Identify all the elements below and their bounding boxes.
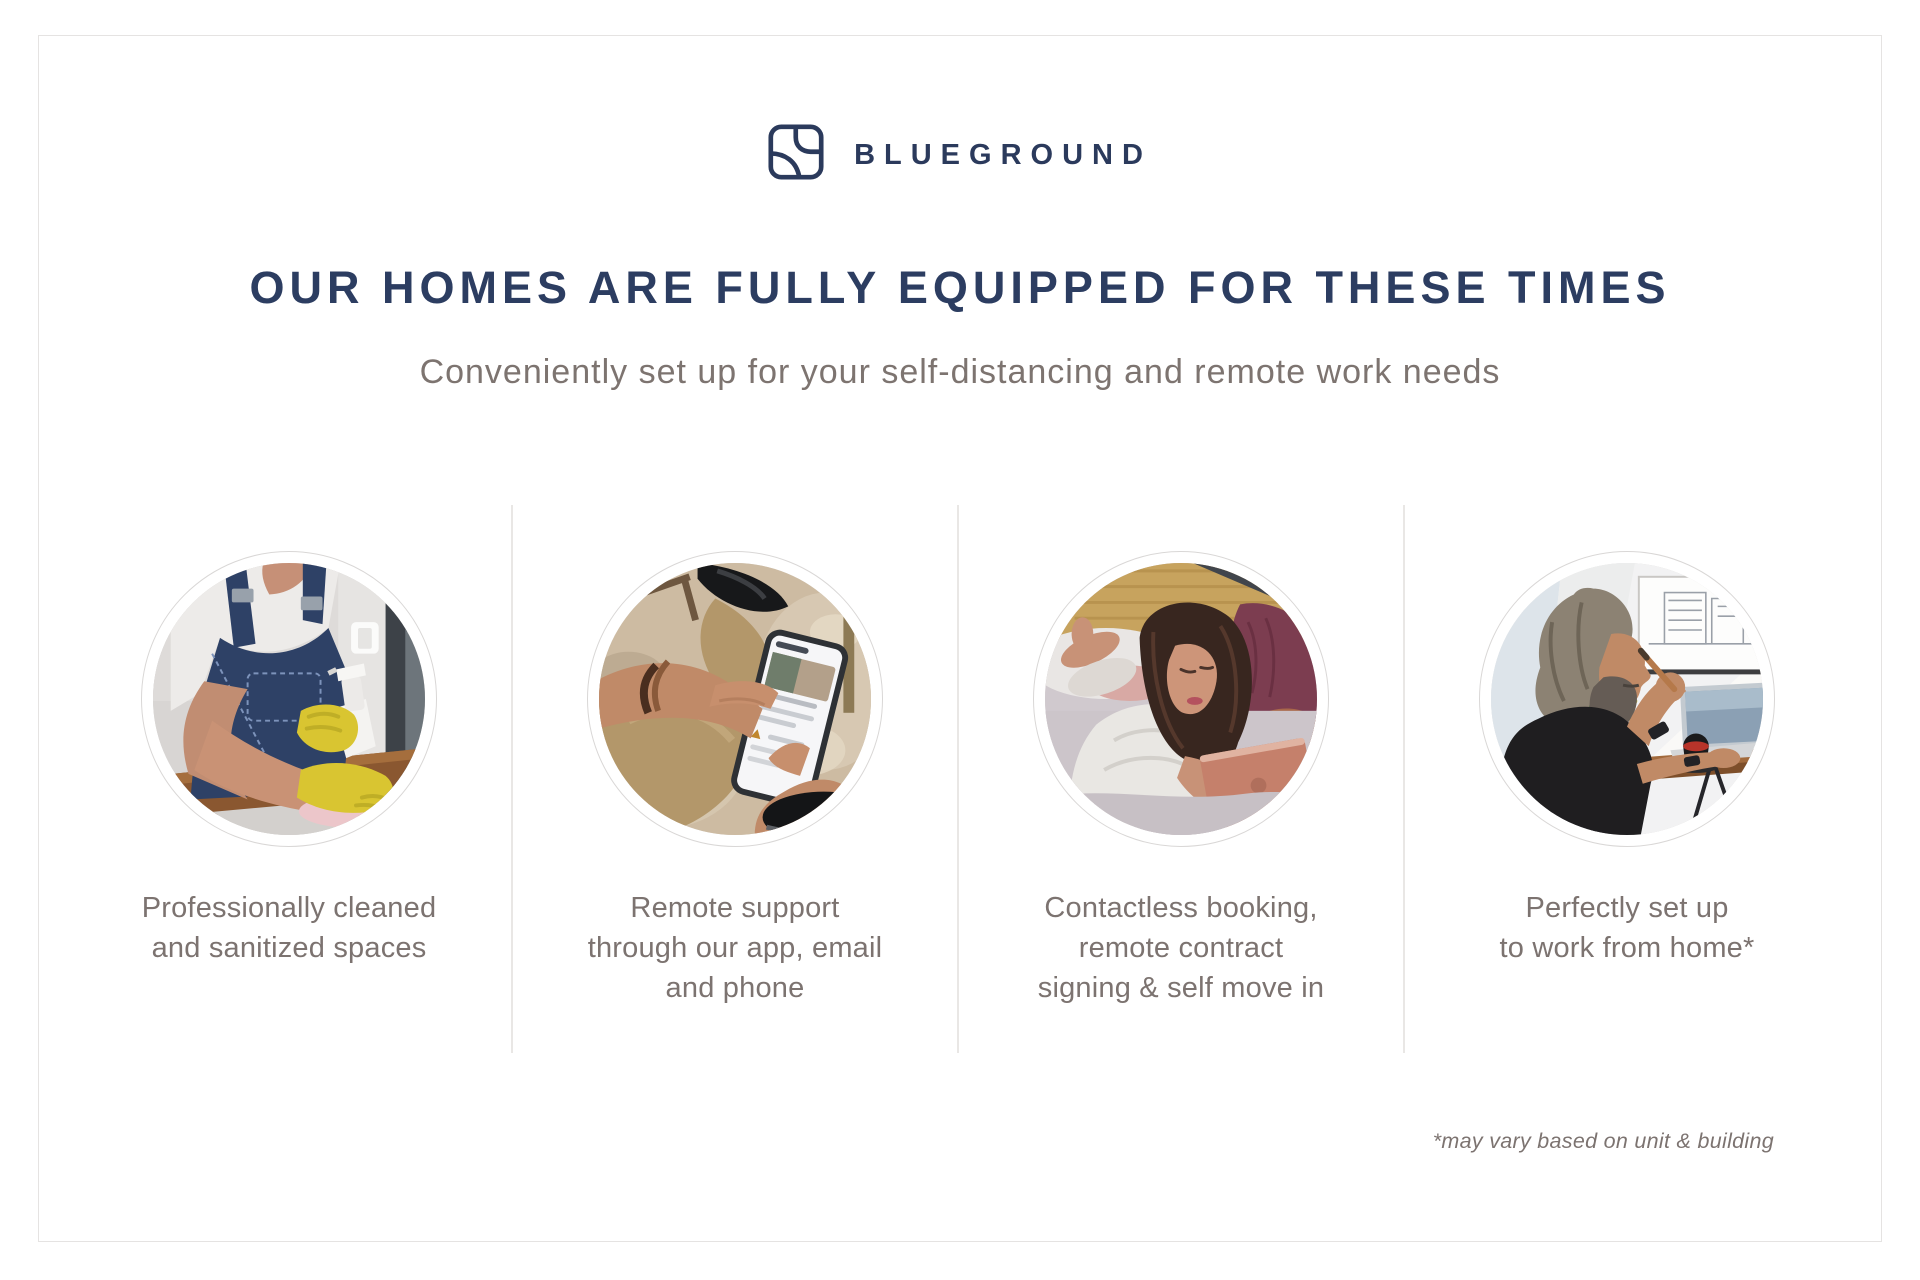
tablet-on-bed-photo (1045, 563, 1317, 835)
smartphone-app-photo (599, 563, 871, 835)
feature-cleaned-spaces (66, 505, 512, 1053)
feature-caption: Perfectly set up to work from home* (1499, 892, 1755, 964)
feature-photo-ring (1033, 551, 1329, 847)
feature-caption: Contactless booking, remote contract signing & self move in (1037, 892, 1325, 1004)
page-title: OUR HOMES ARE FULLY EQUIPPED FOR THESE TIMES (249, 262, 1671, 313)
features-section (66, 505, 1850, 1053)
home-office-photo (1491, 563, 1763, 835)
page-subtitle: Conveniently set up for your self-distancing and remote work needs (419, 353, 1501, 391)
feature-photo-ring (141, 551, 437, 847)
feature-contactless-booking (958, 505, 1404, 1053)
feature-caption: Remote support through our app, email and phone (587, 892, 883, 1004)
blueground-logo-icon (768, 124, 824, 180)
feature-photo-ring (587, 551, 883, 847)
footnote: *may vary based on unit & building (1432, 1129, 1774, 1153)
feature-caption: Professionally cleaned and sanitized spaces (141, 892, 437, 964)
feature-work-from-home (1404, 505, 1850, 1053)
brand-logo-text: BLUEGROUND (854, 138, 1152, 171)
cleaning-photo (153, 563, 425, 835)
feature-photo-ring (1479, 551, 1775, 847)
feature-remote-support (512, 505, 958, 1053)
brand-logo (0, 124, 1920, 180)
